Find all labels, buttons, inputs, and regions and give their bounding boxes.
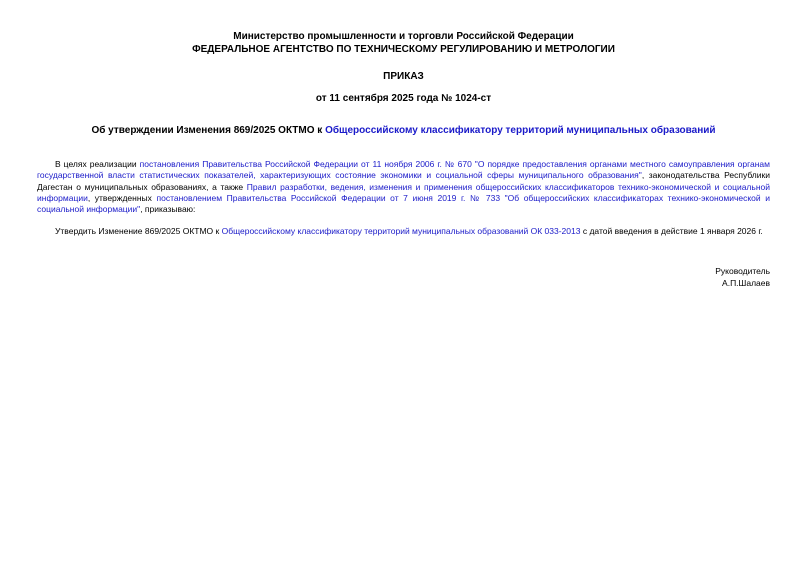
- body-paragraph-2: [37, 226, 770, 237]
- signature-block: [37, 265, 770, 289]
- p1-text-4: , приказываю:: [140, 204, 196, 215]
- p1-text-2: , законодательства Республики Дагестан о муниципальных образованиях, а также: [37, 170, 770, 192]
- p1-link-rules[interactable]: Правил разработки, ведения, изменения и применения общероссийских классификаторов технико-экономической и социальной информации: [37, 181, 770, 203]
- title-classifier-link[interactable]: Общероссийскому классификатору территорий муниципальных образований: [325, 125, 716, 136]
- p1-link-decree-733[interactable]: постановлением Правительства Российской Федерации от 7 июня 2019 г. № 733 "Об общероссийских классификаторах технико-экономической и социальной информации": [37, 192, 770, 215]
- p1-link-decree-670[interactable]: постановления Правительства Российской Федерации от 11 ноября 2006 г. № 670 "О порядке предоставления органами местного самоуправления органам государственной власти статистических показателей, характеризующих состояние экономики и социальной сферы муниципального образования": [37, 159, 771, 181]
- p1-text-3: , утвержденных: [87, 192, 157, 203]
- document-title: [37, 125, 770, 137]
- signature-position: Руководитель: [715, 265, 770, 276]
- p2-text-1: Утвердить Изменение 869/2025 ОКТМО к: [55, 226, 222, 237]
- body-paragraph-1: [37, 159, 770, 215]
- ministry-name: Министерство промышленности и торговли Российской Федерации: [233, 31, 574, 42]
- title-text: Об утверждении Изменения 869/2025 ОКТМО к: [91, 125, 326, 136]
- document-header: [37, 30, 770, 56]
- p2-link-oktmo-classifier[interactable]: Общероссийскому классификатору территорий муниципальных образований ОК 033-2013: [221, 226, 581, 237]
- document-date-number: от 11 сентября 2025 года № 1024-ст: [315, 93, 492, 104]
- signature-name: А.П.Шалаев: [722, 277, 770, 288]
- p1-text-1: В целях реализации: [55, 159, 140, 169]
- agency-name: ФЕДЕРАЛЬНОЕ АГЕНТСТВО ПО ТЕХНИЧЕСКОМУ РЕГУЛИРОВАНИЮ И МЕТРОЛОГИИ: [192, 44, 615, 55]
- document-type: ПРИКАЗ: [383, 71, 424, 82]
- p2-text-2: с датой введения в действие 1 января 2026 г.: [580, 226, 763, 237]
